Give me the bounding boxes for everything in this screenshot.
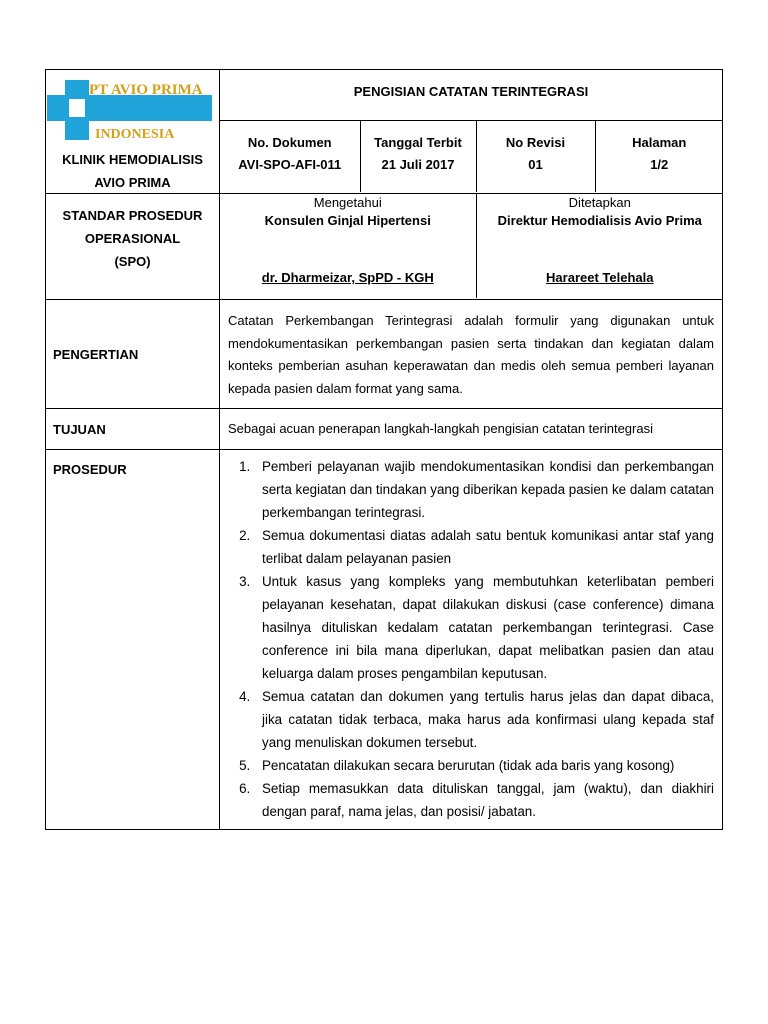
acknowledged-label: Mengetahui bbox=[313, 195, 382, 210]
company-logo bbox=[47, 80, 217, 140]
definition-label: PENGERTIAN bbox=[46, 300, 220, 409]
spo-line-1: STANDAR PROSEDUR bbox=[62, 208, 203, 223]
doc-number-value: AVI-SPO-AFI-011 bbox=[238, 157, 342, 172]
logo-clinic-cell bbox=[46, 70, 220, 194]
page-value: 1/2 bbox=[650, 157, 669, 172]
clinic-line-2: AVIO PRIMA bbox=[94, 175, 171, 190]
revision bbox=[476, 121, 595, 192]
procedure-list bbox=[228, 455, 714, 823]
doc-number-label: No. Dokumen bbox=[247, 135, 332, 150]
procedure-step: 4. Semua catatan dan dokumen yang tertulis harus jelas dan dapat dibaca, jika catatan tidak terbaca, maka harus ada konfirmasi ulang kepada staf yang menuliskan dokumen tersebut. bbox=[254, 685, 714, 754]
meta-table bbox=[220, 121, 723, 192]
established-name: Harareet Telehala bbox=[546, 270, 654, 285]
acknowledged-by bbox=[220, 194, 476, 298]
logo-text-bottom: INDONESIA bbox=[95, 127, 175, 140]
procedure-label: PROSEDUR bbox=[46, 450, 220, 830]
spo-label bbox=[46, 194, 220, 300]
procedure-step: 2. Semua dokumentasi diatas adalah satu bentuk komunikasi antar staf yang terlibat dalam pelayanan pasien bbox=[254, 524, 714, 570]
acknowledged-role: Konsulen Ginjal Hipertensi bbox=[264, 213, 431, 228]
spo-line-2: OPERASIONAL bbox=[84, 231, 181, 246]
clinic-line-1: KLINIK HEMODIALISIS bbox=[62, 152, 203, 167]
procedure-step: 3. Untuk kasus yang kompleks yang membutuhkan keterlibatan pemberi pelayanan kesehatan, dapat dilakukan diskusi (case conference) dimana hasilnya dituliskan kedalam catatan perkembangan terintegrasi. Case conference ini bila mana diperlukan, dapat melibatkan pasien dan atau keluarga dalam proses pengambilan keputusan. bbox=[254, 570, 714, 685]
doc-number bbox=[220, 121, 360, 192]
procedure-cell bbox=[220, 450, 723, 830]
approval-cell bbox=[220, 194, 723, 300]
document-title: PENGISIAN CATATAN TERINTEGRASI bbox=[220, 70, 723, 121]
procedure-step: 1. Pemberi pelayanan wajib mendokumentasikan kondisi dan perkembangan serta kegiatan dan tindakan yang diberikan kepada pasien ke dalam catatan perkembangan terintegrasi. bbox=[254, 455, 714, 524]
purpose-text: Sebagai acuan penerapan langkah-langkah pengisian catatan terintegrasi bbox=[220, 409, 723, 450]
established-role: Direktur Hemodialisis Avio Prima bbox=[497, 213, 702, 228]
approval-table bbox=[220, 194, 723, 298]
established-label: Ditetapkan bbox=[568, 195, 631, 210]
issue-date-label: Tanggal Terbit bbox=[374, 135, 462, 150]
issue-date bbox=[360, 121, 476, 192]
revision-label: No Revisi bbox=[505, 135, 566, 150]
established-by bbox=[476, 194, 723, 298]
spo-line-3: (SPO) bbox=[114, 254, 151, 269]
definition-text: Catatan Perkembangan Terintegrasi adalah formulir yang digunakan untuk mendokumentasikan perkembangan pasien serta tindakan dan kegiatan dalam konteks pemberian asuhan keperawatan dan medis oleh semua pemberi layanan kepada pasien dalam format yang sama. bbox=[220, 300, 723, 409]
procedure-step: 6. Setiap memasukkan data dituliskan tanggal, jam (waktu), dan diakhiri dengan paraf, nama jelas, dan posisi/ jabatan. bbox=[254, 777, 714, 823]
spo-document-table bbox=[45, 69, 723, 830]
procedure-step: 5. Pencatatan dilakukan secara berurutan (tidak ada baris yang kosong) bbox=[254, 754, 714, 777]
page-label: Halaman bbox=[632, 135, 687, 150]
meta-cell bbox=[220, 121, 723, 194]
logo-text-top: PT AVIO PRIMA bbox=[89, 82, 203, 98]
clinic-name bbox=[46, 148, 219, 194]
issue-date-value: 21 Juli 2017 bbox=[381, 157, 455, 172]
acknowledged-name: dr. Dharmeizar, SpPD - KGH bbox=[261, 270, 434, 285]
revision-value: 01 bbox=[528, 157, 543, 172]
purpose-label: TUJUAN bbox=[46, 409, 220, 450]
page-number bbox=[595, 121, 723, 192]
